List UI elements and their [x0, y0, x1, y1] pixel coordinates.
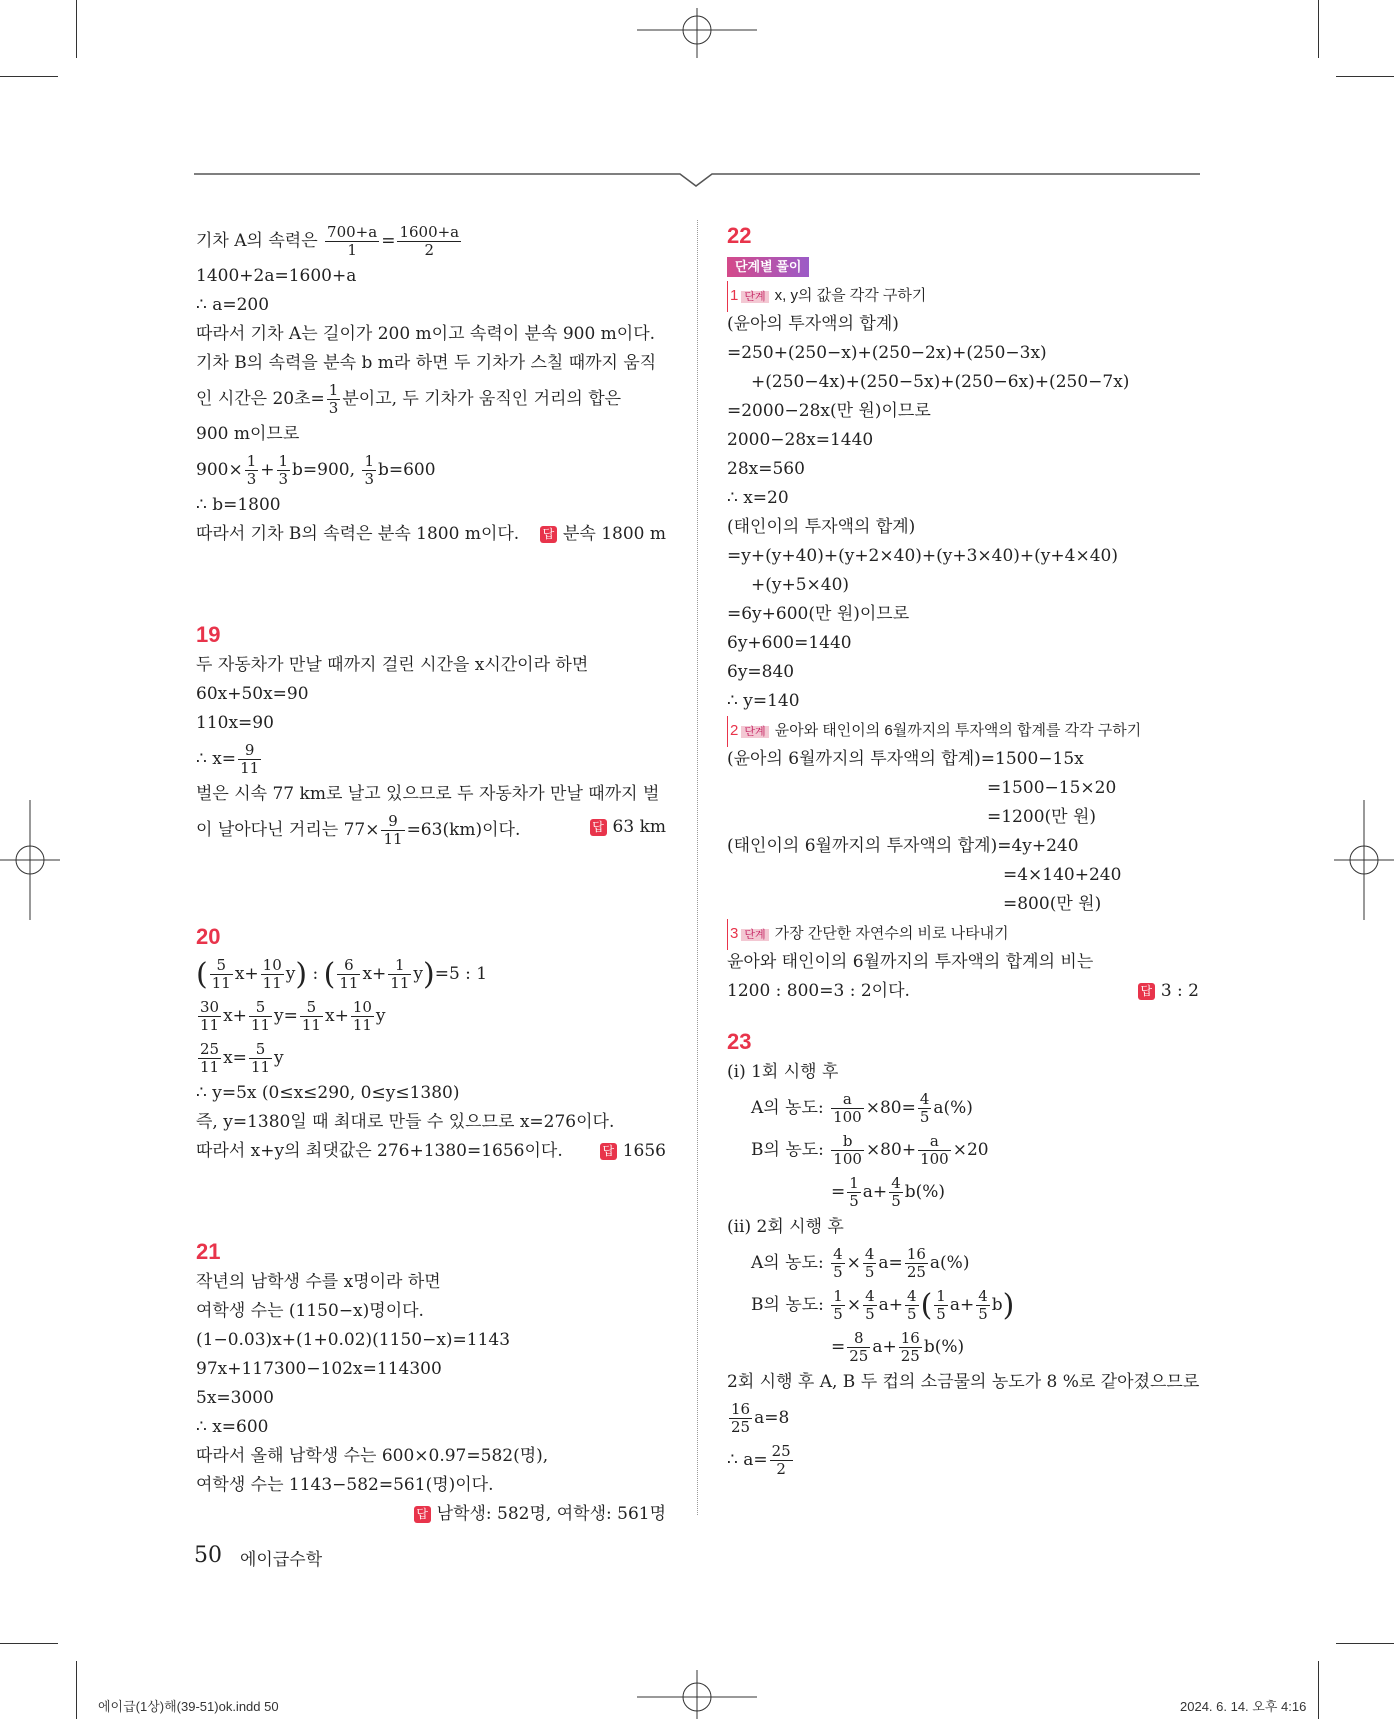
problem-number: 22	[727, 223, 752, 248]
text-line: 따라서 x+y의 최댓값은 276+1380=1656이다. 답 1656	[196, 1137, 666, 1166]
text-line: 5x=3000	[196, 1388, 274, 1408]
problem-number: 19	[196, 622, 221, 647]
answer: 답 63 km	[590, 813, 666, 842]
text-line: =800(만 원)	[1003, 894, 1102, 914]
text-line: ∴ x=20	[727, 488, 789, 508]
text-line: 28x=560	[727, 459, 805, 479]
step-header: 2 단계 윤아와 태인이의 6월까지의 투자액의 합계를 각각 구하기	[727, 716, 1199, 745]
text-line: 6y=840	[727, 662, 795, 682]
footer-filename: 에이급(1상)해(39-51)ok.indd 50	[98, 1699, 279, 1714]
text-line: 따라서 기차 A는 길이가 200 m이고 속력이 분속 900 m이다.	[196, 324, 656, 344]
text-line: ∴ b=1800	[196, 495, 281, 515]
text-line: 1400+2a=1600+a	[196, 266, 357, 286]
text-line: 두 자동차가 만날 때까지 걸린 시간을 x시간이라 하면	[196, 655, 589, 675]
problem-number: 21	[196, 1239, 221, 1264]
text-line: 기차 B의 속력을 분속 b m라 하면 두 기차가 스칠 때까지 움직	[196, 353, 657, 373]
crop-mark	[1318, 0, 1319, 58]
text-line	[196, 1500, 666, 1529]
solution-21	[196, 1236, 666, 1529]
text-line: A의 농도: $\frac{a}{100}$ ×80= $\frac{4}{5}$ a(%)	[751, 1090, 973, 1126]
text-line: 2000−28x=1440	[727, 430, 874, 450]
text-line: 인 시간은 20초= $\frac{1}{3}$ 분이고, 두 기차가 움직인 거리의 합은	[196, 381, 622, 417]
text-line: (윤아의 투자액의 합계)	[727, 314, 899, 334]
text-line: ∴ x=600	[196, 1417, 269, 1437]
crop-mark	[76, 1661, 77, 1719]
step-solution-tag: 단계별 풀이	[727, 257, 809, 277]
text-line: 즉, y=1380일 때 최대로 만들 수 있으므로 x=276이다.	[196, 1112, 615, 1132]
crop-mark	[1318, 1661, 1319, 1719]
right-column	[727, 220, 1199, 1481]
answer-badge-icon: 답	[540, 526, 557, 543]
book-title: 에이급수학	[240, 1550, 323, 1569]
text-line: 97x+117300−102x=114300	[196, 1359, 442, 1379]
left-column	[196, 220, 666, 1529]
text-line: $\frac{30}{11}$ x+ $\frac{5}{11}$ y= $\frac{5}{11}$ x+ $\frac{10}{11}$ y	[200, 998, 386, 1034]
text-line: =250+(250−x)+(250−2x)+(250−3x)	[727, 343, 1047, 363]
text-line: B의 농도: $\frac{b}{100}$ ×80+ $\frac{a}{100}$ ×20	[751, 1132, 989, 1168]
step-header: 3 단계 가장 간단한 자연수의 비로 나타내기	[727, 919, 1199, 948]
answer-badge-icon: 답	[590, 819, 607, 836]
crop-mark	[1336, 1643, 1394, 1644]
column-divider	[697, 220, 698, 1515]
text-line: 여학생 수는 (1150−x)명이다.	[196, 1301, 424, 1321]
text-line: 기차 A의 속력은 $\frac{700+a}{1}$ = $\frac{1600+a}{2}$	[196, 223, 460, 259]
text-line: 따라서 기차 B의 속력은 분속 1800 m이다. 답 분속 1800 m	[196, 520, 666, 549]
text-line: 벌은 시속 77 km로 날고 있으므로 두 자동차가 만날 때까지 벌	[196, 784, 660, 804]
text-line: 900 m이므로	[196, 424, 300, 444]
text-line: (태인이의 6월까지의 투자액의 합계)=4y+240	[727, 836, 1079, 856]
text-line: $\frac{16}{25}$ a=8	[731, 1400, 790, 1436]
text-line: ∴ x= $\frac{9}{11}$	[196, 741, 260, 777]
answer-badge-icon: 답	[600, 1143, 617, 1160]
text-line: 작년의 남학생 수를 x명이라 하면	[196, 1272, 441, 1292]
text-line: ∴ y=140	[727, 691, 800, 711]
problem-number: 20	[196, 924, 221, 949]
text-line: =4×140+240	[1003, 865, 1122, 885]
text-line: 여학생 수는 1143−582=561(명)이다.	[196, 1475, 494, 1495]
problem-number: 23	[727, 1029, 752, 1054]
text-line: +(250−4x)+(250−5x)+(250−6x)+(250−7x)	[751, 372, 1130, 392]
text-line: 2회 시행 후 A, B 두 컵의 소금물의 농도가 8 %로 같아졌으므로	[727, 1372, 1200, 1392]
header-rule	[194, 168, 1200, 188]
text-line	[727, 252, 1199, 281]
text-line: =2000−28x(만 원)이므로	[727, 401, 931, 421]
text-line: (ⅰ) 1회 시행 후	[727, 1062, 839, 1082]
answer: 답 1656	[600, 1137, 666, 1166]
answer: 답 남학생: 582명, 여학생: 561명	[414, 1500, 666, 1529]
text-line: ( $\frac{5}{11}$ x+ $\frac{10}{11}$ y) : ( $\frac{6}{11}$ x+ $\frac{1}{11}$ y)=5 : 1	[196, 956, 488, 992]
solution-22	[727, 220, 1199, 1006]
crop-mark	[76, 0, 77, 58]
registration-mark-bottom	[637, 1670, 757, 1719]
text-line: = $\frac{1}{5}$ a+ $\frac{4}{5}$ b(%)	[831, 1174, 946, 1210]
solution-20	[196, 921, 666, 1166]
text-line: 이 날아다닌 거리는 77× $\frac{9}{11}$ =63(km)이다. 답 63 km	[196, 812, 666, 848]
text-line: =y+(y+40)+(y+2×40)+(y+3×40)+(y+4×40)	[727, 546, 1118, 566]
step-header: 1 단계 x, y의 값을 각각 구하기	[727, 281, 1199, 310]
text-line: (1−0.03)x+(1+0.02)(1150−x)=1143	[196, 1330, 511, 1350]
crop-mark	[0, 76, 58, 77]
text-line: ∴ y=5x (0≤x≤290, 0≤y≤1380)	[196, 1083, 460, 1103]
text-line: 900× $\frac{1}{3}$ + $\frac{1}{3}$ b=900, $\frac{1}{3}$ b=600	[196, 452, 436, 488]
answer-badge-icon: 답	[414, 1506, 431, 1523]
text-line: = $\frac{8}{25}$ a+ $\frac{16}{25}$ b(%)	[831, 1329, 965, 1365]
solution-18	[196, 220, 666, 549]
answer: 답 분속 1800 m	[540, 520, 666, 549]
solution-19	[196, 619, 666, 851]
registration-mark-top	[637, 8, 757, 58]
registration-mark-right	[1334, 800, 1394, 920]
text-line: =1200(만 원)	[987, 807, 1097, 827]
page-number: 50	[194, 1543, 222, 1568]
text-line: 1200 : 800=3 : 2이다. 답 3 : 2	[727, 977, 1199, 1006]
crop-mark	[0, 1643, 58, 1644]
text-line: 60x+50x=90	[196, 684, 309, 704]
text-line: (태인이의 투자액의 합계)	[727, 517, 916, 537]
footer-date: 2024. 6. 14. 오후 4:16	[1180, 1699, 1307, 1714]
crop-mark	[1336, 76, 1394, 77]
text-line: B의 농도: $\frac{1}{5}$ × $\frac{4}{5}$ a+ $\frac{4}{5}$ ( $\frac{1}{5}$ a+ $\frac{4}{5}$ b)	[751, 1287, 1015, 1323]
text-line: =6y+600(만 원)이므로	[727, 604, 910, 624]
text-line: 110x=90	[196, 713, 274, 733]
text-line: ∴ a=200	[196, 295, 270, 315]
text-line: $\frac{25}{11}$ x= $\frac{5}{11}$ y	[200, 1040, 284, 1076]
answer-badge-icon: 답	[1138, 983, 1155, 1000]
text-line: 윤아와 태인이의 6월까지의 투자액의 합계의 비는	[727, 952, 1094, 972]
text-line: (ⅱ) 2회 시행 후	[727, 1217, 844, 1237]
text-line: +(y+5×40)	[751, 575, 850, 595]
answer: 답 3 : 2	[1138, 977, 1199, 1006]
text-line: 따라서 올해 남학생 수는 600×0.97=582(명),	[196, 1446, 549, 1466]
text-line: =1500−15×20	[987, 778, 1117, 798]
text-line: (윤아의 6월까지의 투자액의 합계)=1500−15x	[727, 749, 1084, 769]
text-line: 6y+600=1440	[727, 633, 852, 653]
registration-mark-left	[0, 800, 60, 920]
text-line: ∴ a= $\frac{25}{2}$	[727, 1442, 791, 1478]
solution-23	[727, 1026, 1199, 1481]
text-line: A의 농도: $\frac{4}{5}$ × $\frac{4}{5}$ a= $\frac{16}{25}$ a(%)	[751, 1245, 970, 1281]
